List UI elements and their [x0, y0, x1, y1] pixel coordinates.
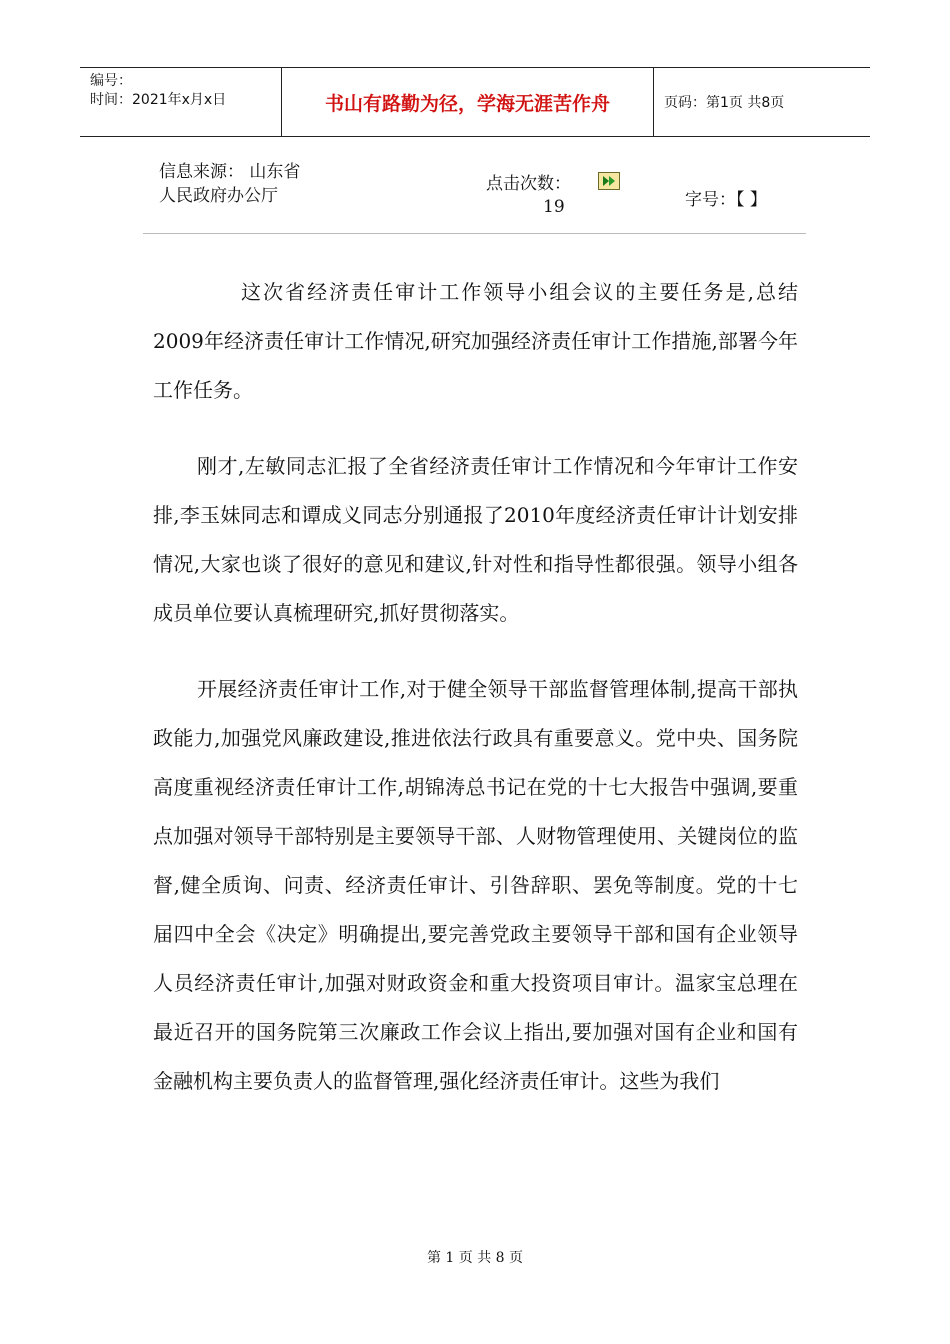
header-meta — [80, 68, 282, 136]
clicks-value: 19 — [543, 197, 565, 217]
info-source: 信息来源： 山东省人民政府办公厅 — [159, 162, 301, 206]
article-body — [153, 268, 798, 1133]
paragraph: 开展经济责任审计工作,对于健全领导干部监督管理体制,提高干部执政能力,加强党风廉政建设,推进依法行政具有重要意义。党中央、国务院高度重视经济责任审计工作,胡锦涛总书记在党的十七大报告中强调,要重点加强对领导干部特别是主要领导干部、人财物管理使用、关键岗位的监督,健全质询、问责、经济责任审计、引咎辞职、罢免等制度。党的十七届四中全会《决定》明确提出,要完善党政主要领导干部和国有企业领导人员经济责任审计,加强对财政资金和重大投资项目审计。温家宝总理在最近召开的国务院第三次廉政工作会议上指出,要加强对国有企业和国有金融机构主要负责人的监督管理,强化经济责任审计。这些为我们 — [153, 677, 798, 1093]
clicks-label: 点击次数： — [486, 174, 571, 194]
info-row — [143, 160, 806, 234]
header-page-info: 页码：第1页 共8页 — [664, 95, 785, 111]
paragraph: 刚才,左敏同志汇报了全省经济责任审计工作情况和今年审计工作安排,李玉妹同志和谭成义同志分别通报了2010年度经济责任审计计划安排情况,大家也谈了很好的意见和建议,针对性和指导性都很强。领导小组各成员单位要认真梳理研究,抓好贯彻落实。 — [153, 454, 798, 625]
time-label: 时间：2021年x月x日 — [90, 92, 227, 108]
page-footer: 第 1 页 共 8 页 — [426, 1250, 524, 1266]
font-size-control[interactable]: 字号：【 】 — [685, 190, 767, 210]
number-label: 编号： — [90, 73, 132, 89]
paragraph: 这次省经济责任审计工作领导小组会议的主要任务是,总结2009年经济责任审计工作情况,研究加强经济责任审计工作措施,部署今年工作任务。 — [153, 280, 798, 402]
click-counter-icon — [598, 172, 620, 190]
header-motto: 书山有路勤为径，学海无涯苦作舟 — [282, 68, 654, 136]
header-table — [80, 67, 870, 137]
